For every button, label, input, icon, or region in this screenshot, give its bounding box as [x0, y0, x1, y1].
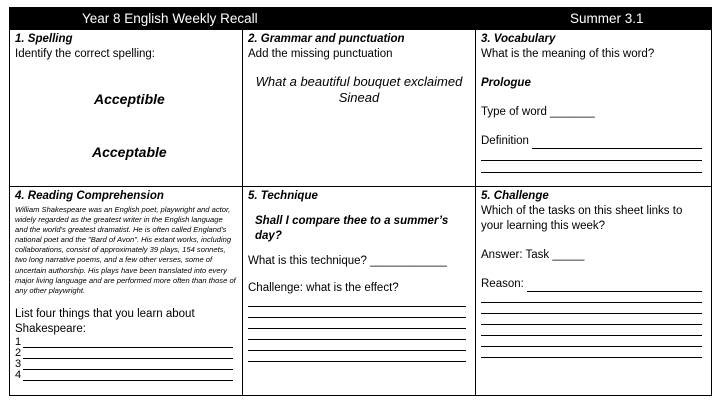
row-number: 2 [15, 346, 22, 359]
row-number: 1 [15, 335, 22, 348]
vocabulary-word: Prologue [481, 77, 531, 89]
definition-line[interactable] [481, 149, 702, 161]
definition-line[interactable] [481, 161, 702, 173]
row-number: 3 [15, 357, 22, 370]
answer-row[interactable] [15, 348, 237, 359]
reason-line[interactable] [481, 336, 702, 347]
spelling-heading: 1. Spelling [15, 33, 73, 45]
answer-row[interactable] [15, 337, 237, 348]
spelling-panel [10, 30, 243, 187]
effect-line[interactable] [248, 307, 466, 318]
vocabulary-heading: 3. Vocabulary [481, 33, 556, 45]
sheet-title: Year 8 English Weekly Recall [82, 11, 258, 26]
answer-line[interactable] [23, 370, 233, 381]
definition-row[interactable] [481, 134, 706, 149]
effect-line[interactable] [248, 329, 466, 340]
spelling-option-2[interactable]: Acceptable [92, 144, 167, 160]
recall-sheet [9, 7, 712, 396]
answer-row[interactable] [15, 370, 237, 381]
word-type-field[interactable]: Type of word _______ [481, 106, 595, 118]
reason-line[interactable] [481, 314, 702, 325]
challenge-question: Which of the tasks on this sheet links to your learning this week? [481, 205, 683, 232]
effect-line[interactable] [248, 351, 466, 362]
answer-task-field[interactable]: Answer: Task _____ [481, 249, 585, 261]
technique-panel [243, 187, 476, 395]
task-grid [10, 30, 711, 395]
technique-question[interactable]: What is this technique? ____________ [248, 255, 447, 267]
reason-line[interactable] [481, 347, 702, 358]
challenge-panel [476, 187, 711, 395]
vocabulary-question: What is the meaning of this word? [481, 48, 655, 60]
reason-label: Reason: [481, 278, 524, 290]
header-bar [10, 8, 711, 30]
grammar-panel [243, 30, 476, 187]
vocabulary-panel [476, 30, 711, 187]
reason-row[interactable] [481, 277, 706, 292]
challenge-heading: 5. Challenge [481, 190, 549, 202]
row-number: 4 [15, 368, 22, 381]
reason-line[interactable] [481, 292, 702, 303]
technique-quote: Shall I compare thee to a summer’s day? [255, 215, 449, 242]
term-label: Summer 3.1 [570, 11, 644, 26]
technique-heading: 5. Technique [248, 190, 318, 202]
reason-line[interactable] [481, 325, 702, 336]
spelling-option-1[interactable]: Acceptible [94, 91, 165, 107]
effect-line[interactable] [248, 318, 466, 329]
grammar-heading: 2. Grammar and punctuation [248, 33, 405, 45]
reason-line[interactable] [481, 303, 702, 314]
reading-heading: 4. Reading Comprehension [15, 190, 164, 202]
answer-line[interactable] [23, 359, 233, 370]
effect-line[interactable] [248, 340, 466, 351]
grammar-sentence[interactable]: What a beautiful bouquet exclaimed Sinead [255, 74, 463, 105]
effect-line[interactable] [248, 296, 466, 307]
definition-line[interactable] [532, 137, 702, 149]
reading-panel [10, 187, 243, 395]
reading-task: List four things that you learn about Shakespeare: [15, 307, 195, 335]
definition-label: Definition [481, 135, 529, 147]
technique-challenge: Challenge: what is the effect? [248, 282, 399, 294]
answer-line[interactable] [23, 337, 233, 348]
spelling-instruction: Identify the correct spelling: [15, 48, 155, 60]
reading-passage: William Shakespeare was an English poet, playwright and actor, widely regarded as the greatest writer in the English language and the world's greatest dramatist. He is often called England's national poet and the "Bard of Avon". His extant works, including collaborations, consist of approximately 39 plays, 154 sonnets, two long narrative poems, and a few other verses, some of uncertain authorship. His plays have been translated into every major living language and are performed more often than those of any other playwright. [15, 205, 236, 295]
answer-row[interactable] [15, 359, 237, 370]
reason-line[interactable] [527, 280, 702, 292]
grammar-instruction: Add the missing punctuation [248, 48, 393, 60]
answer-line[interactable] [23, 348, 233, 359]
